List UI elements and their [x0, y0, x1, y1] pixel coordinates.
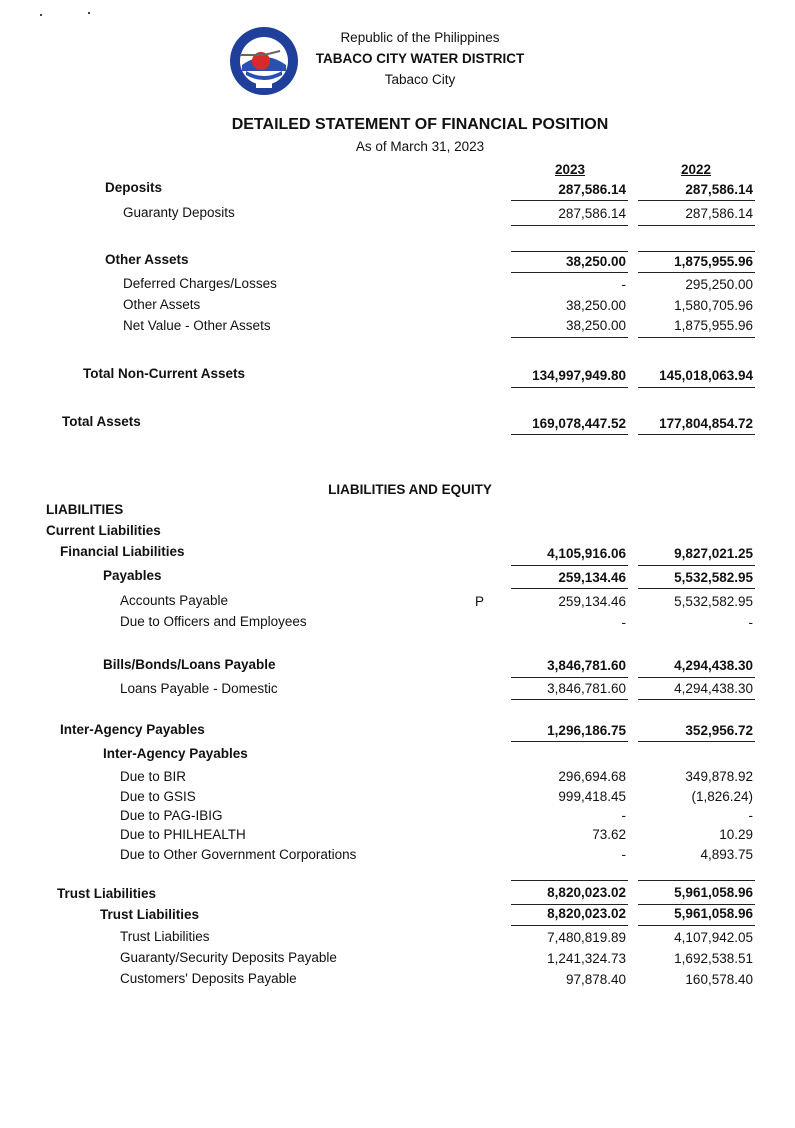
- value-2023: -: [621, 808, 626, 823]
- value-2023: 259,134.46: [558, 594, 626, 609]
- value-2022: 4,893.75: [700, 847, 753, 862]
- rule: [638, 925, 755, 926]
- value-2022: -: [748, 808, 753, 823]
- value-2022: 1,875,955.96: [674, 254, 753, 269]
- rule: [511, 200, 628, 201]
- value-2022: 160,578.40: [685, 972, 753, 987]
- column-header-2023: 2023: [554, 162, 586, 177]
- rule: [511, 677, 628, 678]
- value-2023: 296,694.68: [558, 769, 626, 784]
- rule: [638, 677, 755, 678]
- value-2023: 4,105,916.06: [547, 546, 626, 561]
- rule: [638, 588, 755, 589]
- row-label: Due to Officers and Employees: [120, 614, 307, 629]
- row-label: Trust Liabilities: [120, 929, 210, 944]
- value-2023: 287,586.14: [558, 206, 626, 221]
- row-label: Due to Other Government Corporations: [120, 847, 357, 862]
- row-label: Inter-Agency Payables: [60, 722, 205, 737]
- value-2022: (1,826.24): [691, 789, 753, 804]
- rule: [638, 880, 755, 881]
- value-2022: 4,107,942.05: [674, 930, 753, 945]
- value-2023: 3,846,781.60: [547, 681, 626, 696]
- value-2022: 1,875,955.96: [674, 318, 753, 333]
- row-label: Guaranty/Security Deposits Payable: [120, 950, 337, 965]
- rule: [511, 925, 628, 926]
- rule: [511, 880, 628, 881]
- row-label: Financial Liabilities: [60, 544, 185, 559]
- rule: [511, 565, 628, 566]
- row-label: Other Assets: [123, 297, 201, 312]
- value-2022: 9,827,021.25: [674, 546, 753, 561]
- rule: [638, 741, 755, 742]
- rule: [638, 699, 755, 700]
- section-heading: LIABILITIES AND EQUITY: [328, 482, 492, 497]
- value-2023: 38,250.00: [565, 318, 626, 333]
- scan-speck: [88, 12, 90, 14]
- rule: [638, 272, 755, 273]
- value-2022: 287,586.14: [685, 182, 753, 197]
- value-2023: -: [621, 615, 626, 630]
- scan-speck: [40, 14, 42, 16]
- row-label: Due to GSIS: [120, 789, 196, 804]
- section-label: Current Liabilities: [46, 523, 161, 538]
- rule: [511, 387, 628, 388]
- value-2023: 73.62: [592, 827, 626, 842]
- column-header-2022: 2022: [680, 162, 712, 177]
- section-label: LIABILITIES: [46, 502, 124, 517]
- row-label: Inter-Agency Payables: [103, 746, 248, 761]
- value-2022: 1,580,705.96: [674, 298, 753, 313]
- value-2022: 1,692,538.51: [674, 951, 753, 966]
- value-2023: 169,078,447.52: [532, 416, 626, 431]
- value-2023: 999,418.45: [558, 789, 626, 804]
- row-label: Trust Liabilities: [100, 907, 200, 922]
- row-label: Due to PHILHEALTH: [120, 827, 246, 842]
- value-2022: 5,961,058.96: [674, 906, 753, 921]
- rule: [511, 272, 628, 273]
- agency-name: TABACO CITY WATER DISTRICT: [315, 51, 525, 66]
- rule: [511, 225, 628, 226]
- value-2023: 134,997,949.80: [532, 368, 626, 383]
- value-2023: 7,480,819.89: [547, 930, 626, 945]
- row-label: Deposits: [105, 180, 163, 195]
- value-2023: -: [621, 847, 626, 862]
- rule: [511, 434, 628, 435]
- rule: [638, 904, 755, 905]
- value-2023: 287,586.14: [558, 182, 626, 197]
- row-label: Due to BIR: [120, 769, 187, 784]
- row-label: Total Non-Current Assets: [83, 366, 246, 381]
- rule: [511, 337, 628, 338]
- value-2022: 349,878.92: [685, 769, 753, 784]
- page-title: DETAILED STATEMENT OF FINANCIAL POSITION: [231, 116, 609, 133]
- row-label: Due to PAG-IBIG: [120, 808, 223, 823]
- value-2023: 1,241,324.73: [547, 951, 626, 966]
- row-label: Customers' Deposits Payable: [120, 971, 297, 986]
- rule: [511, 251, 628, 252]
- value-2022: 5,961,058.96: [674, 885, 753, 900]
- row-label: Bills/Bonds/Loans Payable: [103, 657, 276, 672]
- rule: [511, 741, 628, 742]
- value-2022: 145,018,063.94: [659, 368, 753, 383]
- row-label: Trust Liabilities: [57, 886, 157, 901]
- value-2023: 3,846,781.60: [547, 658, 626, 673]
- value-2022: 5,532,582.95: [674, 594, 753, 609]
- value-2023: 8,820,023.02: [547, 885, 626, 900]
- page-subtitle: As of March 31, 2023: [355, 139, 485, 154]
- value-2022: 5,532,582.95: [674, 570, 753, 585]
- value-2022: 287,586.14: [685, 206, 753, 221]
- rule: [638, 251, 755, 252]
- row-label: Total Assets: [62, 414, 141, 429]
- value-2023: 1,296,186.75: [547, 723, 626, 738]
- rule: [511, 904, 628, 905]
- row-label: Guaranty Deposits: [123, 205, 235, 220]
- row-label: Other Assets: [105, 252, 189, 267]
- value-2022: -: [748, 615, 753, 630]
- row-label: Net Value - Other Assets: [123, 318, 271, 333]
- rule: [638, 200, 755, 201]
- rule: [511, 588, 628, 589]
- city-line: Tabaco City: [384, 72, 456, 87]
- republic-line: Republic of the Philippines: [340, 30, 500, 45]
- value-2022: 177,804,854.72: [659, 416, 753, 431]
- value-2023: -: [621, 277, 626, 292]
- value-2023: 97,878.40: [565, 972, 626, 987]
- value-2022: 4,294,438.30: [674, 681, 753, 696]
- rule: [638, 565, 755, 566]
- rule: [511, 699, 628, 700]
- rule: [638, 434, 755, 435]
- row-label: Loans Payable - Domestic: [120, 681, 278, 696]
- value-2023: 8,820,023.02: [547, 906, 626, 921]
- row-label: Accounts Payable: [120, 593, 229, 608]
- value-2022: 295,250.00: [685, 277, 753, 292]
- value-2023: 38,250.00: [565, 298, 626, 313]
- value-2022: 352,956.72: [685, 723, 753, 738]
- rule: [638, 225, 755, 226]
- value-2022: 4,294,438.30: [674, 658, 753, 673]
- currency-marker: P: [475, 594, 485, 609]
- row-label: Payables: [103, 568, 162, 583]
- rule: [638, 337, 755, 338]
- value-2023: 259,134.46: [558, 570, 626, 585]
- value-2023: 38,250.00: [565, 254, 626, 269]
- value-2022: 10.29: [719, 827, 753, 842]
- row-label: Deferred Charges/Losses: [123, 276, 277, 291]
- rule: [638, 387, 755, 388]
